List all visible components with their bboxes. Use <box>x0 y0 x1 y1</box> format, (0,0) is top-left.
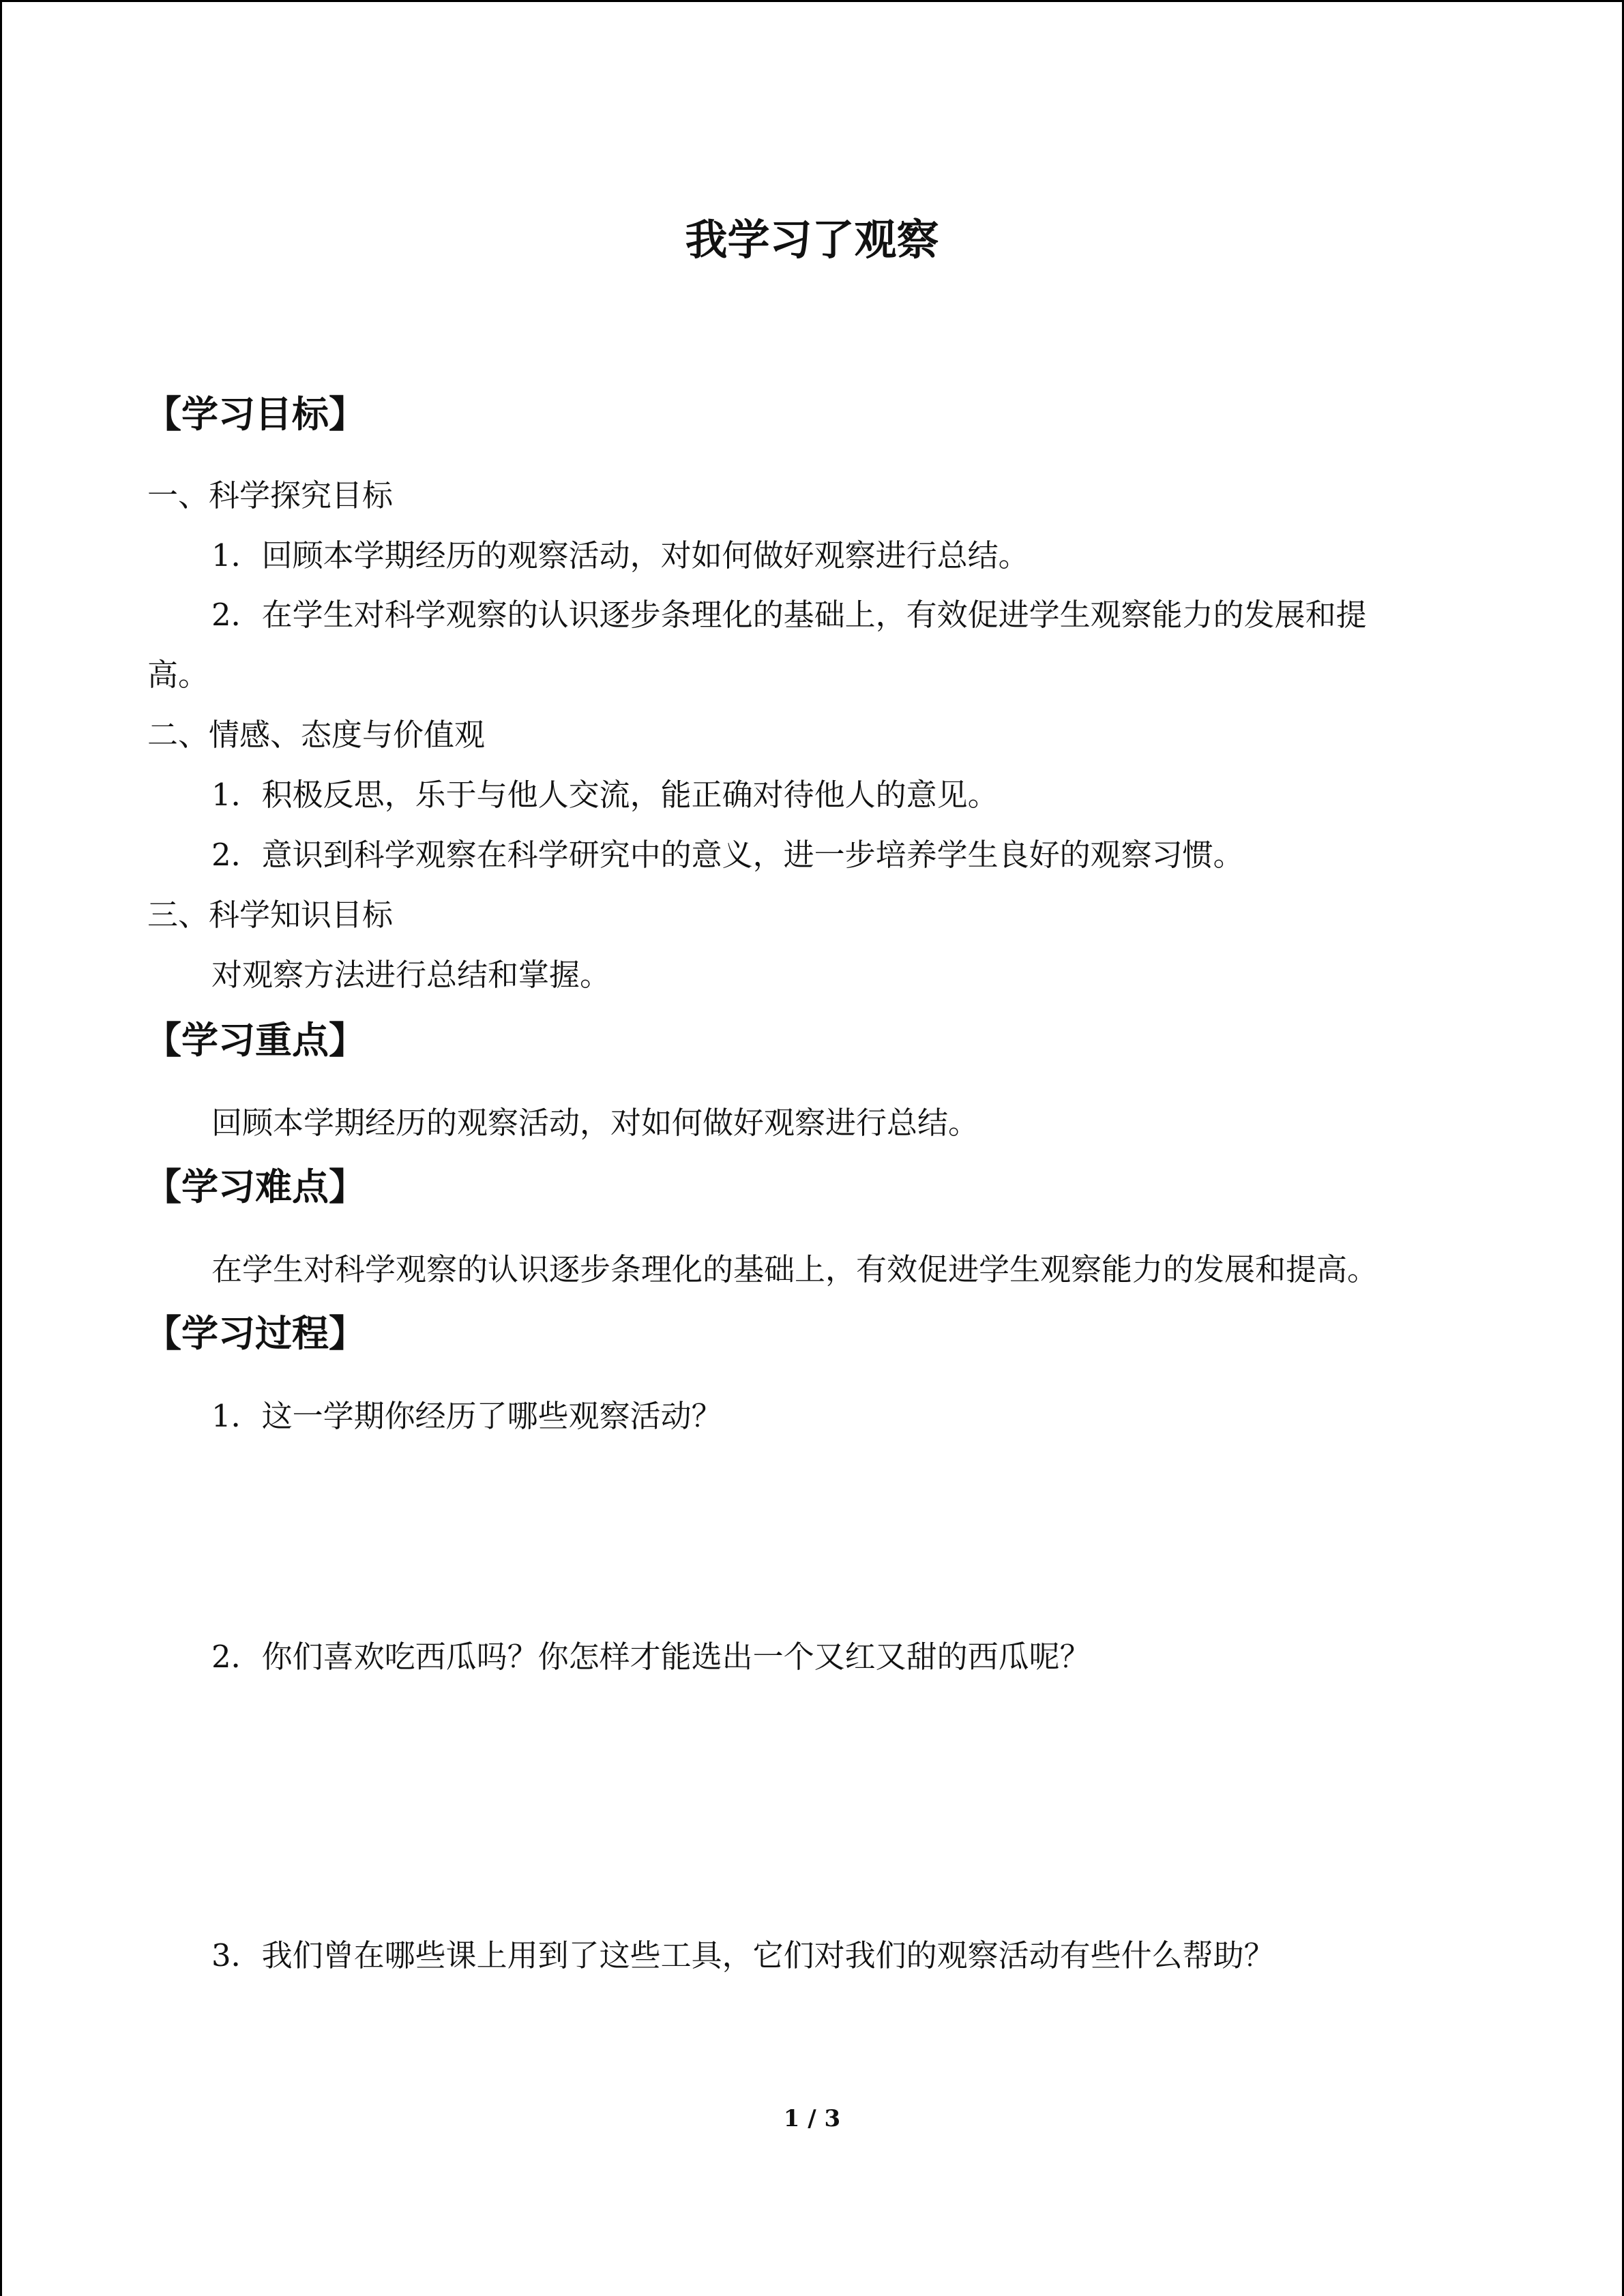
objectives-part2-item1: 1．积极反思，乐于与他人交流，能正确对待他人的意见。 <box>211 777 999 813</box>
objectives-part1-item2-line1: 2．在学生对科学观察的认识逐步条理化的基础上，有效促进学生观察能力的发展和提 <box>211 597 1367 633</box>
objectives-part2-item2: 2．意识到科学观察在科学研究中的意义，进一步培养学生良好的观察习惯。 <box>211 837 1244 873</box>
key-points-heading: 【学习重点】 <box>145 1018 366 1062</box>
process-question-3: 3．我们曾在哪些课上用到了这些工具，它们对我们的观察活动有些什么帮助？ <box>211 1937 1275 1973</box>
objectives-part3-item1: 对观察方法进行总结和掌握。 <box>211 957 611 993</box>
objectives-part1-item1: 1．回顾本学期经历的观察活动，对如何做好观察进行总结。 <box>211 537 1029 573</box>
objectives-part1-item2-line2: 高。 <box>147 657 209 693</box>
objectives-part3-label: 三、科学知识目标 <box>147 897 394 933</box>
process-question-1: 1．这一学期你经历了哪些观察活动？ <box>211 1398 722 1434</box>
difficulties-heading: 【学习难点】 <box>145 1165 366 1208</box>
objectives-part1-label: 一、科学探究目标 <box>147 477 394 513</box>
page-number: 1 / 3 <box>783 2105 841 2132</box>
process-question-2: 2．你们喜欢吃西瓜吗？你怎样才能选出一个又红又甜的西瓜呢？ <box>211 1639 1091 1675</box>
objectives-part2-label: 二、情感、态度与价值观 <box>147 717 486 753</box>
objectives-heading: 【学习目标】 <box>145 392 366 436</box>
key-points-text: 回顾本学期经历的观察活动，对如何做好观察进行总结。 <box>211 1105 979 1141</box>
page-border-top <box>0 0 1624 2</box>
page-border-left <box>0 0 2 2296</box>
difficulties-text: 在学生对科学观察的认识逐步条理化的基础上，有效促进学生观察能力的发展和提高。 <box>211 1251 1378 1287</box>
process-heading: 【学习过程】 <box>145 1311 366 1355</box>
page-title: 我学习了观察 <box>685 215 939 265</box>
